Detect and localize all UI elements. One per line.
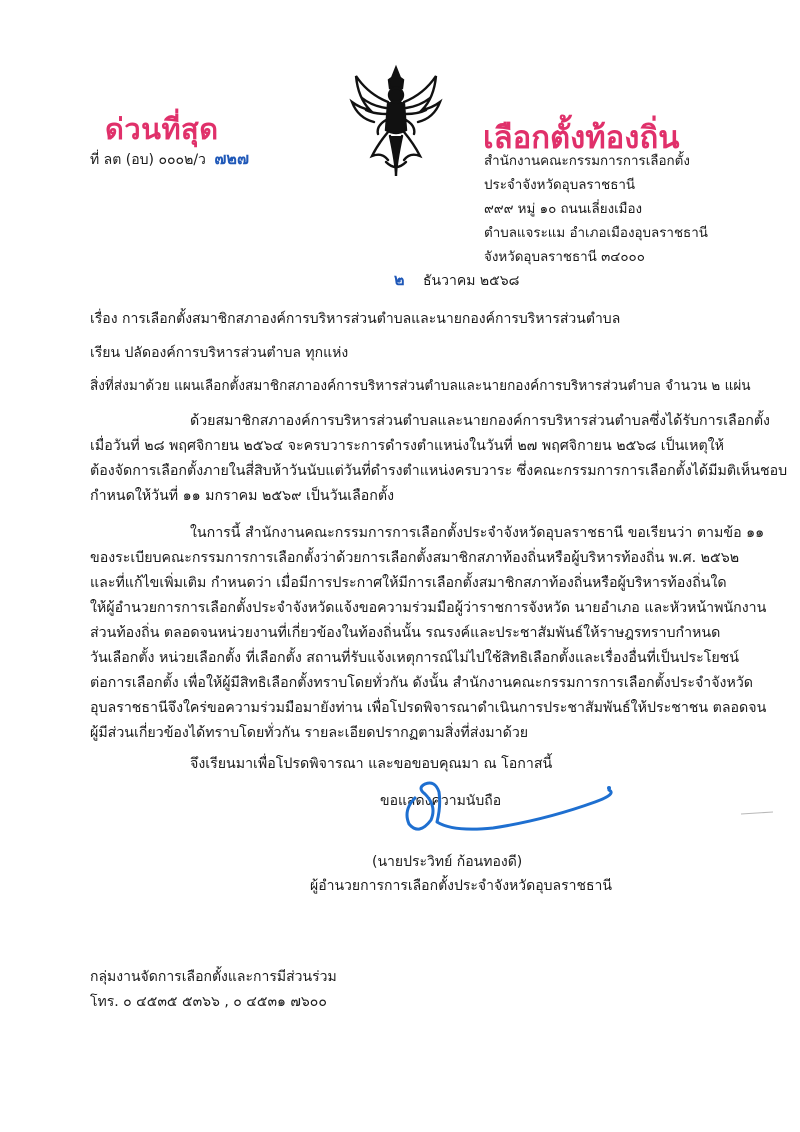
- garuda-emblem-icon: [348, 64, 444, 178]
- address-line: ตำบลแจระแม อำเภอเมืองอุบลราชธานี: [484, 226, 708, 241]
- recipient-line: เรียน ปลัดองค์การบริหารส่วนตำบล ทุกแห่ง: [90, 345, 349, 361]
- paragraph-2-line: ให้ผู้อำนวยการการเลือกตั้งประจำจังหวัดแจ้งขอความร่วมมือผู้ว่าราชการจังหวัด นายอำเภอ และหัวหน้าพนักงาน: [90, 600, 767, 616]
- paragraph-1-line: ต้องจัดการเลือกตั้งภายในสี่สิบห้าวันนับแต่วันที่ดำรงตำแหน่งครบวาระ ซึ่งคณะกรรมการการเลือกตั้งได้มีมติเห็นชอบ: [90, 463, 788, 479]
- document-number: [90, 150, 249, 169]
- local-election-stamp: เลือกตั้งท้องถิ่น: [483, 120, 680, 156]
- paragraph-1-line: กำหนดให้วันที่ ๑๑ มกราคม ๒๕๖๙ เป็นวันเลือกตั้ง: [90, 488, 395, 504]
- closing-line: จึงเรียนมาเพื่อโปรดพิจารณา และขอขอบคุณมา ณ โอกาสนี้: [190, 756, 553, 772]
- salutation: ขอแสดงความนับถือ: [380, 793, 502, 809]
- footer-phone: โทร. ๐ ๔๕๓๕ ๕๓๖๖ , ๐ ๔๕๓๑ ๗๖๐๐: [90, 994, 327, 1010]
- footer-unit: กลุ่มงานจัดการเลือกตั้งและการมีส่วนร่วม: [90, 969, 337, 985]
- paragraph-2-line: วันเลือกตั้ง หน่วยเลือกตั้ง ที่เลือกตั้ง สถานที่รับแจ้งเหตุการณ์ไม่ไปใช้สิทธิเลือกตั้งและเรื่องอื่นที่เป็นประโยชน์: [90, 650, 739, 666]
- sender-address: [484, 150, 708, 270]
- handwritten-signature: [395, 770, 775, 840]
- date-month-year: ธันวาคม ๒๕๖๘: [423, 273, 520, 289]
- address-line: ประจำจังหวัดอุบลราชธานี: [484, 178, 636, 193]
- paragraph-2-line: และที่แก้ไขเพิ่มเติม กำหนดว่า เมื่อมีการประกาศให้มีการเลือกตั้งสมาชิกสภาท้องถิ่นหรือผู้บริหารท้องถิ่นใด: [90, 575, 727, 591]
- subject-line: เรื่อง การเลือกตั้งสมาชิกสภาองค์การบริหารส่วนตำบลและนายกองค์การบริหารส่วนตำบล: [90, 311, 621, 327]
- paragraph-2-line: ต่อการเลือกตั้ง เพื่อให้ผู้มีสิทธิเลือกตั้งทราบโดยทั่วกัน ดังนั้น สำนักงานคณะกรรมการการเลือกตั้งประจำจังหวัด: [90, 675, 754, 691]
- document-date: [394, 271, 519, 290]
- paragraph-2-line: ส่วนท้องถิ่น ตลอดจนหน่วยงานที่เกี่ยวข้องในท้องถิ่นนั้น รณรงค์และประชาสัมพันธ์ให้ราษฎรทราบกำหนด: [90, 625, 721, 641]
- document-number-handwritten: ๗๒๗: [214, 149, 249, 168]
- paragraph-2-line: ของระเบียบคณะกรรมการการเลือกตั้งว่าด้วยการเลือกตั้งสมาชิกสภาท้องถิ่นหรือผู้บริหารท้องถิ่น พ.ศ. ๒๕๖๒: [90, 550, 740, 566]
- enclosure-line: สิ่งที่ส่งมาด้วย แผนเลือกตั้งสมาชิกสภาองค์การบริหารส่วนตำบลและนายกองค์การบริหารส่วนตำบล จำนวน ๒ แผ่น: [90, 378, 751, 394]
- urgency-label: ด่วนที่สุด: [105, 112, 219, 146]
- paragraph-2-line: อุบลราชธานีจึงใคร่ขอความร่วมมือมายังท่าน เพื่อโปรดพิจารณาดำเนินการประชาสัมพันธ์ให้ประชาชน ตลอดจน: [90, 700, 767, 716]
- paragraph-2-line: ในการนี้ สำนักงานคณะกรรมการการเลือกตั้งประจำจังหวัดอุบลราชธานี ขอเรียนว่า ตามข้อ ๑๑: [190, 525, 765, 541]
- address-line: ๙๙๙ หมู่ ๑๐ ถนนเลี่ยงเมือง: [484, 202, 643, 217]
- address-line: จังหวัดอุบลราชธานี ๓๔๐๐๐: [484, 250, 645, 265]
- signatory-name: (นายประวิทย์ ก้อนทองดี): [372, 854, 523, 870]
- paragraph-2-line: ผู้มีส่วนเกี่ยวข้องได้ทราบโดยทั่วกัน รายละเอียดปรากฏตามสิ่งที่ส่งมาด้วย: [90, 725, 529, 741]
- paragraph-1-line: เมื่อวันที่ ๒๘ พฤศจิกายน ๒๕๖๔ จะครบวาระการดำรงตำแหน่งในวันที่ ๒๗ พฤศจิกายน ๒๕๖๘ เป็นเหตุให้: [90, 438, 724, 454]
- date-day-handwritten: ๒: [394, 270, 405, 289]
- address-line: สำนักงานคณะกรรมการการเลือกตั้ง: [484, 154, 690, 169]
- document-number-prefix: ที่ ลต (อบ) ๐๐๐๒/ว: [90, 152, 206, 168]
- signatory-position: ผู้อำนวยการการเลือกตั้งประจำจังหวัดอุบลราชธานี: [310, 878, 612, 894]
- paragraph-1-line: ด้วยสมาชิกสภาองค์การบริหารส่วนตำบลและนายกองค์การบริหารส่วนตำบลซึ่งได้รับการเลือกตั้ง: [190, 413, 770, 429]
